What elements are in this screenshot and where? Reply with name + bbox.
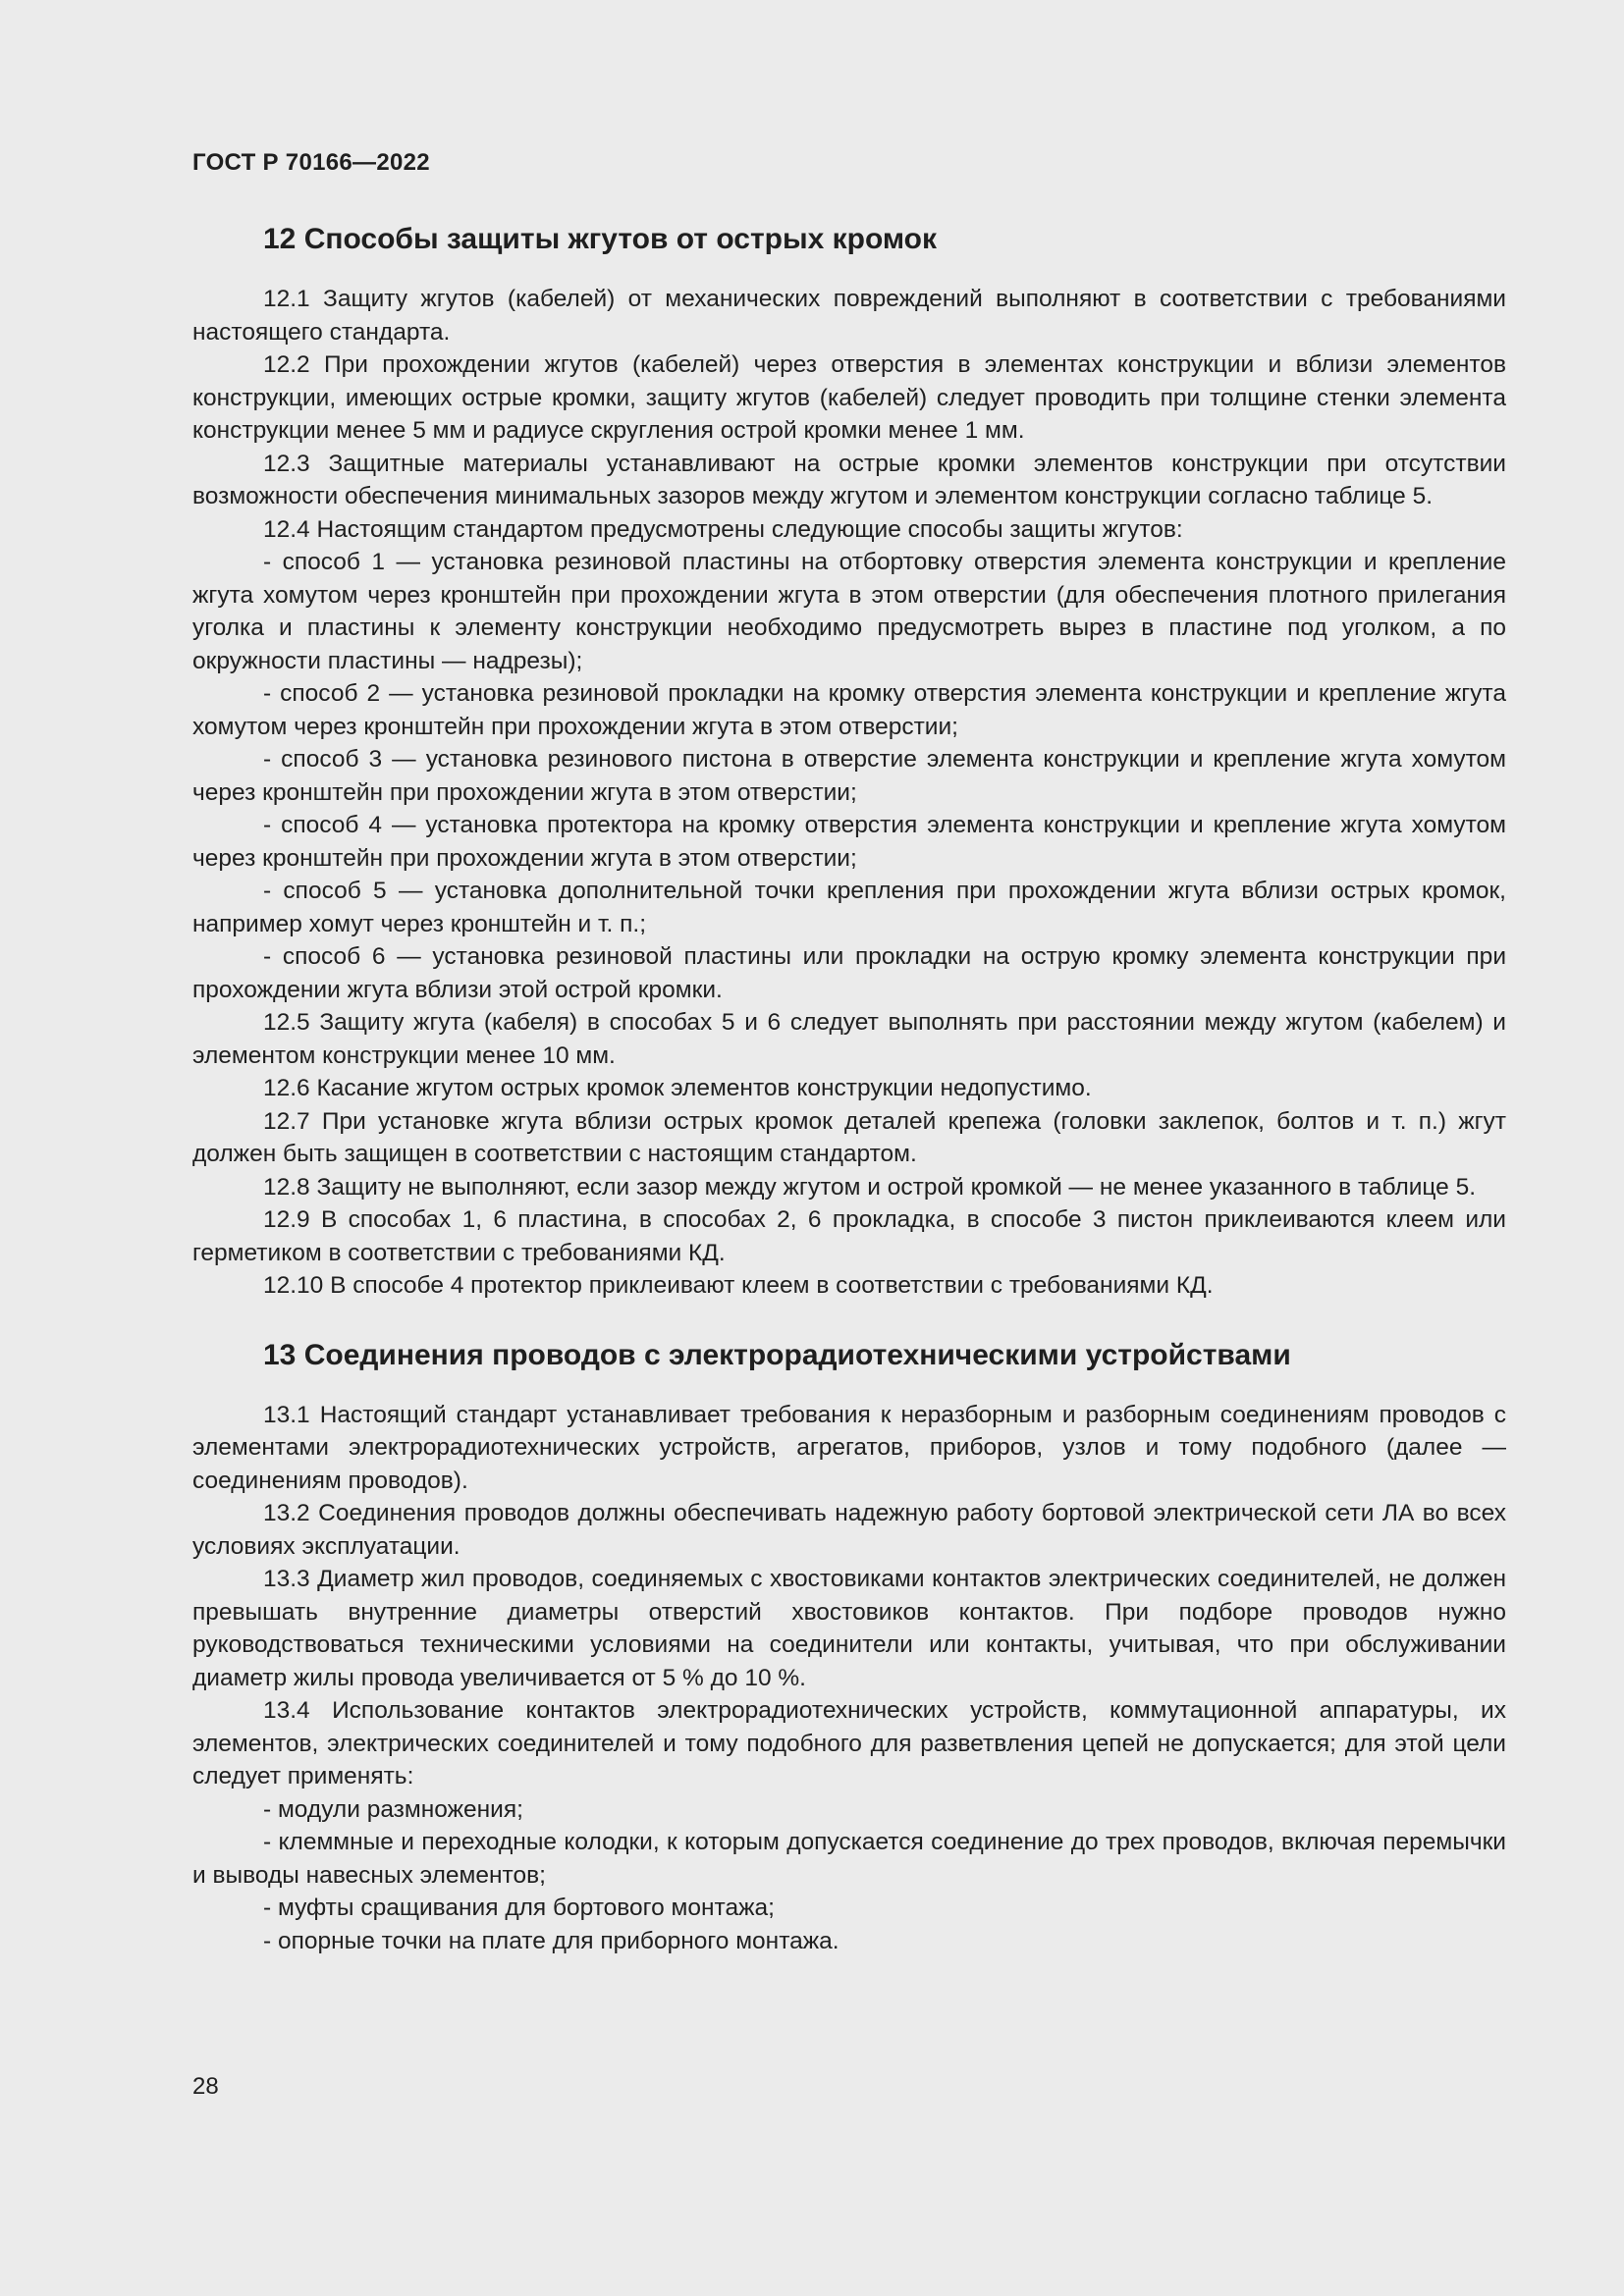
list-item-support-points: - опорные точки на плате для приборного монтажа. <box>263 1927 839 1954</box>
list-item-method-5: - способ 5 — установка дополнительной точки крепления при прохождении жгута вблизи острых кромок, например хомут через кронштейн и т. п.; <box>192 878 1506 937</box>
paragraph-12-9: 12.9 В способах 1, 6 пластина, в способах 2, 6 прокладка, в способе 3 пистон приклеиваются клеем или герметиком в соответствии с требованиями КД. <box>192 1206 1506 1266</box>
paragraph-13-2: 13.2 Соединения проводов должны обеспечивать надежную работу бортовой электрической сети ЛА во всех условиях эксплуатации. <box>192 1500 1506 1560</box>
paragraph-12-10: 12.10 В способе 4 протектор приклеивают клеем в соответствии с требованиями КД. <box>263 1272 1214 1299</box>
paragraph-12-4: 12.4 Настоящим стандартом предусмотрены следующие способы защиты жгутов: <box>263 515 1183 543</box>
list-item-method-1: - способ 1 — установка резиновой пластины на отбортовку отверстия элемента конструкции и крепление жгута хомутом через кронштейн при прохождении жгута в этом отверстии (для обеспечения плотного прилегания уголка и пластины к элементу конструкции необходимо предусмотреть вырез в пластине под уголком, а по окружности пластины — надрезы); <box>192 549 1506 674</box>
list-item-multiplication-modules: - модули размножения; <box>263 1795 523 1823</box>
paragraph-13-3: 13.3 Диаметр жил проводов, соединяемых с хвостовиками контактов электрических соединителей, не должен превышать внутренние диаметры отверстий хвостовиков контактов. При подборе проводов нужно руководствоваться техническими условиями на соединители или контакты, учитывая, что при обслуживании диаметр жилы провода увеличивается от 5 % до 10 %. <box>192 1566 1506 1691</box>
document-body <box>192 222 1506 1957</box>
paragraph-12-5: 12.5 Защиту жгута (кабеля) в способах 5 и 6 следует выполнять при расстоянии между жгутом (кабелем) и элементом конструкции менее 10 мм. <box>192 1009 1506 1069</box>
document-header: ГОСТ Р 70166—2022 <box>192 149 430 176</box>
list-item-method-6: - способ 6 — установка резиновой пластины или прокладки на острую кромку элемента конструкции при прохождении жгута вблизи этой острой кромки. <box>192 943 1506 1003</box>
section-13-body <box>192 1399 1506 1958</box>
page-number: 28 <box>192 2073 219 2100</box>
paragraph-12-8: 12.8 Защиту не выполняют, если зазор между жгутом и острой кромкой — не менее указанного в таблице 5. <box>263 1173 1477 1201</box>
list-item-method-3: - способ 3 — установка резинового пистона в отверстие элемента конструкции и крепление жгута хомутом через кронштейн при прохождении жгута в этом отверстии; <box>192 746 1506 806</box>
paragraph-13-1: 13.1 Настоящий стандарт устанавливает требования к неразборным и разборным соединениям проводов с элементами электрорадиотехнических устройств, агрегатов, приборов, узлов и тому подобного (далее — соединениям проводов). <box>192 1401 1506 1494</box>
paragraph-12-2: 12.2 При прохождении жгутов (кабелей) через отверстия в элементах конструкции и вблизи элементов конструкции, имеющих острые кромки, защиту жгутов (кабелей) следует проводить при толщине стенки элемента конструкции менее 5 мм и радиусе скругления острой кромки менее 1 мм. <box>192 351 1506 444</box>
paragraph-12-7: 12.7 При установке жгута вблизи острых кромок деталей крепежа (головки заклепок, болтов и т. п.) жгут должен быть защищен в соответствии с настоящим стандартом. <box>192 1107 1506 1167</box>
section-12-title: 12 Способы защиты жгутов от острых кромок <box>263 223 938 255</box>
list-item-method-2: - способ 2 — установка резиновой прокладки на кромку отверстия элемента конструкции и крепление жгута хомутом через кронштейн при прохождении жгута в этом отверстии; <box>192 680 1506 740</box>
list-item-splice-sleeves: - муфты сращивания для бортового монтажа; <box>263 1895 775 1921</box>
list-item-method-4: - способ 4 — установка протектора на кромку отверстия элемента конструкции и крепление жгута хомутом через кронштейн при прохождении жгута в этом отверстии; <box>192 812 1506 872</box>
paragraph-12-3: 12.3 Защитные материалы устанавливают на острые кромки элементов конструкции при отсутствии возможности обеспечения минимальных зазоров между жгутом и элементом конструкции согласно таблице 5. <box>192 450 1506 509</box>
paragraph-12-1: 12.1 Защиту жгутов (кабелей) от механических повреждений выполняют в соответствии с требованиями настоящего стандарта. <box>192 286 1506 346</box>
section-12-body <box>192 283 1506 1303</box>
paragraph-12-6: 12.6 Касание жгутом острых кромок элементов конструкции недопустимо. <box>263 1075 1092 1101</box>
section-13-title: 13 Соединения проводов с электрорадиотехническими устройствами <box>263 1338 1291 1371</box>
paragraph-13-4: 13.4 Использование контактов электрорадиотехнических устройств, коммутационной аппаратуры, их элементов, электрических соединителей и тому подобного для разветвления цепей не допускается; для этой цели следует применять: <box>192 1697 1506 1789</box>
list-item-terminal-blocks: - клеммные и переходные колодки, к которым допускается соединение до трех проводов, включая перемычки и выводы навесных элементов; <box>192 1829 1506 1889</box>
